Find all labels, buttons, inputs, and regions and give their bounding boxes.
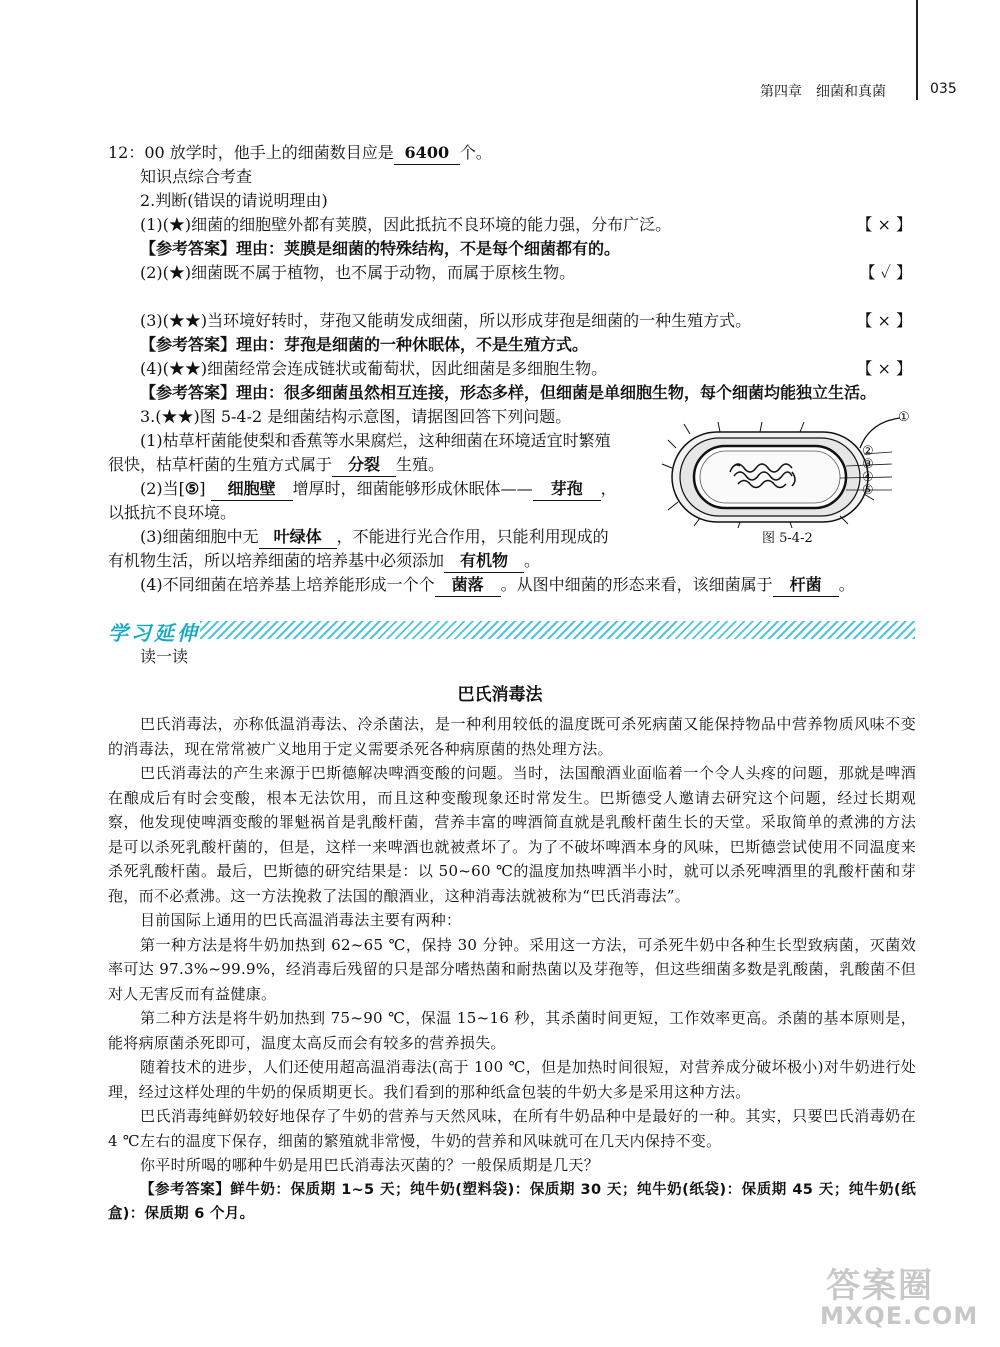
q2-item-1: (1)(★)细菌的细胞壁外都有荚膜，因此抵抗不良环境的能力强，分布广泛。 [140, 215, 672, 234]
figure-label-4: ④ [862, 470, 874, 485]
figure-label-1: ① [898, 410, 910, 425]
q3-p3-b-pre: 有机物生活，所以培养细菌的培养基中必须添加 [108, 551, 445, 570]
q3-p4-answer-2: 杆菌 [773, 574, 839, 597]
article-paragraph: 第一种方法是将牛奶加热到 62~65 ℃，保持 30 分钟。采用这一方法，可杀死牛奶中各种生长型致病菌，灭菌效率可达 97.3%~99.9%，经消毒后残留的只是部分嗜热菌和耐热菌以及芽孢等，但这些细菌多数是乳酸菌，乳酸菌不但对人无害反而有益健康。 [108, 935, 916, 1003]
q3-p2-answer-1: 细胞壁 [211, 478, 293, 501]
article-body [108, 712, 916, 1227]
figure-label-2: ② [862, 444, 874, 459]
q3-p3-mid: ，不能进行光合作用，只能利用现成的 [336, 527, 609, 546]
article-paragraph: 巴氏消毒纯鲜奶较好地保存了牛奶的营养与天然风味，在所有牛奶品种中是最好的一种。其实，只要巴氏消毒奶在 4 ℃左右的温度下保存，细菌的繁殖就非常慢，牛奶的营养和风味就可在几天内保持不变。 [108, 1107, 916, 1150]
article-title: 巴氏消毒法 [457, 685, 543, 705]
q2-mark-4: 【 × 】 [856, 359, 912, 378]
q3-p4-answer-1: 菌落 [435, 574, 501, 597]
section-heading: 知识点综合考查 [140, 167, 253, 186]
q2-item-3: (3)(★★)当环境好转时，芽孢又能萌发成细菌，所以形成芽孢是细菌的一种生殖方式。 [140, 311, 752, 330]
q3-p1-b-pre: 很快，枯草杆菌的生殖方式属于 [108, 455, 333, 474]
q3-p3-answer-2: 有机物 [444, 550, 524, 573]
q2-answer-3: 【参考答案】理由：芽孢是细菌的一种休眠体，不是生殖方式。 [140, 335, 589, 354]
q2-item-4: (4)(★★)细菌经常会连成链状或葡萄状，因此细菌是多细胞生物。 [140, 359, 608, 378]
watermark-logo: 答案圈 [826, 1266, 934, 1306]
extension-section-title: 学习延伸 [108, 621, 200, 645]
q1-prefix: 12：00 放学时，他手上的细菌数目应是 [108, 143, 394, 162]
q2-item-2: (2)(★)细菌既不属于植物，也不属于动物，而属于原核生物。 [140, 263, 576, 282]
q3-p3-b [108, 550, 540, 573]
watermark-url: MXQE.COM [820, 1302, 979, 1330]
q2-mark-2: 【 ✓ 】 [859, 263, 912, 282]
q3-p2 [140, 478, 617, 501]
q3-p2-post: ， [600, 479, 617, 498]
q3-p4 [140, 574, 855, 597]
q3-p4-post: 。 [838, 575, 855, 594]
q2-title: 2.判断(错误的请说明理由) [140, 191, 328, 210]
q3-p4-mid: 。从图中细菌的形态来看，该细菌属于 [500, 575, 773, 594]
chapter-title: 第四章 细菌和真菌 [760, 84, 886, 100]
section-stripe-band [200, 621, 915, 639]
q1-line [108, 142, 492, 165]
article-paragraph: 第二种方法是将牛奶加热到 75~90 ℃，保温 15~16 秒，其杀菌时间更短，工作效率更高。杀菌的基本原则是，能将病原菌杀死即可，温度太高反而会有较多的营养损失。 [108, 1009, 916, 1052]
q2-mark-1: 【 × 】 [856, 215, 912, 234]
q3-p1-answer: 分裂 [332, 454, 396, 477]
article-paragraph: 目前国际上通用的巴氏高温消毒法主要有两种： [140, 911, 462, 929]
q3-title: 3.(★★)图 5-4-2 是细菌结构示意图，请据图回答下列问题。 [140, 407, 572, 426]
q2-answer-1: 【参考答案】理由：荚膜是细菌的特殊结构，不是每个细菌都有的。 [140, 239, 621, 258]
q2-answer-4: 【参考答案】理由：很多细菌虽然相互连接，形态多样，但细菌是单细胞生物，每个细菌均能独立生活。 [140, 383, 877, 402]
figure-label-3: ③ [862, 457, 874, 472]
q3-p2-b: 以抵抗不良环境。 [108, 503, 237, 522]
header-rule [916, 0, 918, 100]
final-answer: 【参考答案】鲜牛奶：保质期 1~5 天；纯牛奶(塑料袋)：保质期 30 天；纯牛奶(纸袋)：保质期 45 天；纯牛奶(纸盒)：保质期 6 个月。 [108, 1181, 916, 1222]
q3-p3-answer-1: 叶绿体 [259, 526, 337, 549]
q3-p3-b-post: 。 [524, 551, 541, 570]
article-question: 你平时所喝的哪种牛奶是用巴氏消毒法灭菌的？一般保质期是几天？ [140, 1156, 600, 1174]
extension-subheading: 读一读 [140, 647, 189, 666]
q3-p1-b [108, 454, 444, 477]
q3-p1-a: (1)枯草杆菌能使梨和香蕉等水果腐烂，这种细菌在环境适宜时繁殖 [140, 431, 611, 450]
article-paragraph: 巴氏消毒法的产生来源于巴斯德解决啤酒变酸的问题。当时，法国酿酒业面临着一个令人头疼的问题，那就是啤酒在酿成后有时会变酸，根本无法饮用，而且这种变酸现象还时常发生。巴斯德受人邀请去研究这个问题，经过长期观察，他发现使啤酒变酸的罪魁祸首是乳酸杆菌，营养丰富的啤酒简直就是乳酸杆菌生长的天堂。采取简单的煮沸的方法是可以杀死乳酸杆菌的，但是，这样一来啤酒也就被煮坏了。为了不破坏啤酒本身的风味，巴斯德尝试使用不同温度来杀死乳酸杆菌。最后，巴斯德的研究结果是：以 50~60 ℃的温度加热啤酒半小时，就可以杀死啤酒里的乳酸杆菌和芽孢，而不必煮沸。这一方法挽救了法国的酿酒业，这种消毒法就被称为“巴氏消毒法”。 [108, 764, 916, 905]
article-paragraph: 巴氏消毒法，亦称低温消毒法、冷杀菌法，是一种利用较低的温度既可杀死病菌又能保持物品中营养物质风味不变的消毒法，现在常常被广义地用于定义需要杀死各种病原菌的热处理方法。 [108, 715, 916, 758]
q3-p2-mid2: 增厚时，细菌能够形成休眠体—— [292, 479, 533, 498]
q3-p2-mid: ] [199, 479, 206, 498]
q3-p3 [140, 526, 609, 549]
q3-p2-pre: (2)当[ [140, 479, 185, 498]
q1-suffix: 个。 [459, 143, 492, 162]
q2-mark-3: 【 × 】 [856, 311, 912, 330]
q1-answer: 6400 [394, 142, 460, 165]
page-number: 035 [930, 81, 957, 97]
q3-p4-pre: (4)不同细菌在培养基上培养能形成一个个 [140, 575, 435, 594]
figure-caption: 图 5-4-2 [762, 531, 813, 546]
q3-p2-answer-2: 芽孢 [533, 478, 601, 501]
article-paragraph: 随着技术的进步，人们还使用超高温消毒法(高于 100 ℃，但是加热时间很短，对营养成分破坏极小)对牛奶进行处理，经过这样处理的牛奶的保质期更长。我们看到的那种纸盒包装的牛奶大多是采用这种方法。 [108, 1058, 916, 1101]
bacterium-figure [650, 408, 920, 528]
figure-label-5: ⑤ [862, 483, 874, 498]
q3-p1-b-post: 生殖。 [396, 455, 445, 474]
q3-p3-pre: (3)细菌细胞中无 [140, 527, 259, 546]
q3-p2-num: ⑤ [184, 479, 200, 498]
